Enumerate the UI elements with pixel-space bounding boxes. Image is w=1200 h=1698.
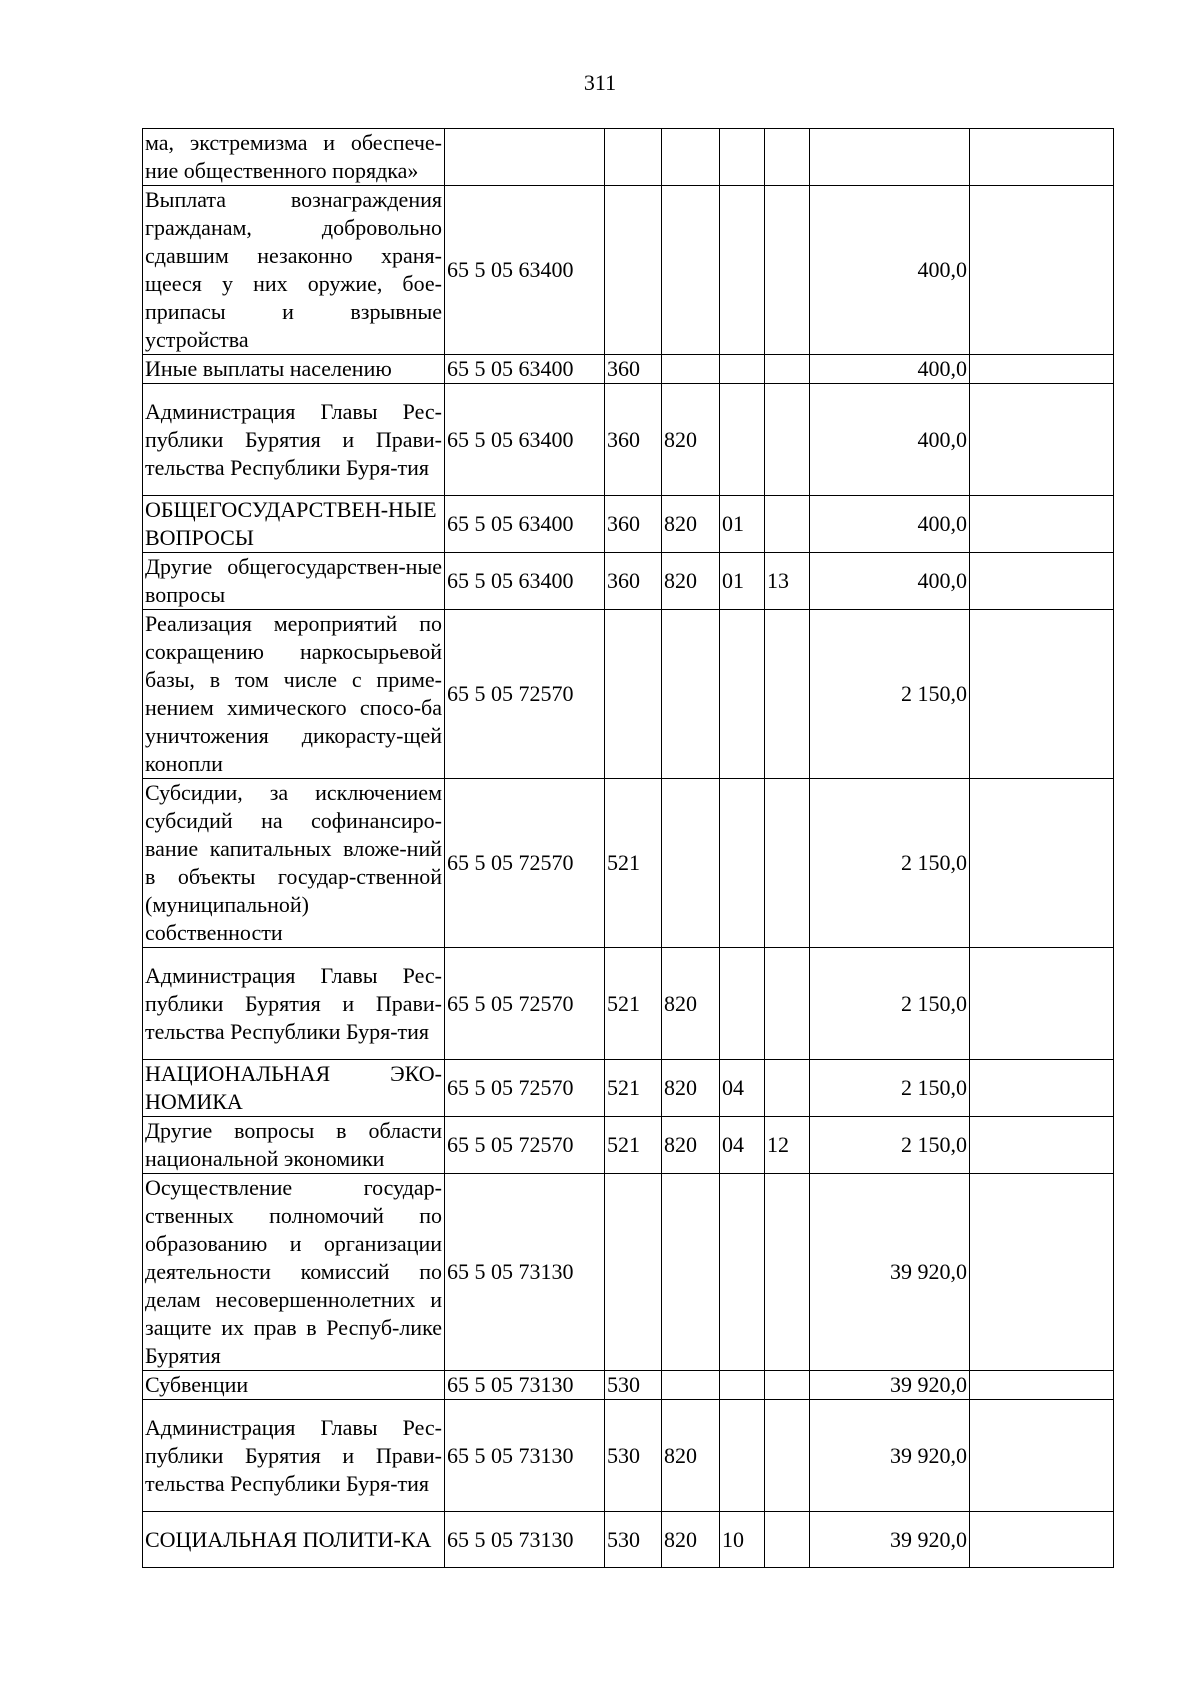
amount-cell xyxy=(810,129,970,186)
section-cell: 04 xyxy=(720,1060,765,1117)
section-cell xyxy=(720,610,765,779)
expense-type-cell: 521 xyxy=(605,1060,662,1117)
extra-empty-cell xyxy=(970,553,1114,610)
subsection-cell xyxy=(765,779,810,948)
expense-type-cell: 530 xyxy=(605,1512,662,1568)
expense-type-cell xyxy=(605,129,662,186)
target-code-cell: 65 5 05 73130 xyxy=(445,1174,605,1371)
target-code-cell: 65 5 05 73130 xyxy=(445,1371,605,1400)
subsection-cell: 12 xyxy=(765,1117,810,1174)
row-name-cell: Осуществление государ-ственных полномочий по образованию и организации деятельности комиссий по делам несовершеннолетних и защите их прав в Респуб-лике Бурятия xyxy=(143,1174,445,1371)
row-name-cell: НАЦИОНАЛЬНАЯ ЭКО-НОМИКА xyxy=(143,1060,445,1117)
row-name-cell: СОЦИАЛЬНАЯ ПОЛИТИ-КА xyxy=(143,1512,445,1568)
subsection-cell xyxy=(765,610,810,779)
amount-cell: 2 150,0 xyxy=(810,1060,970,1117)
row-name-cell: Иные выплаты населению xyxy=(143,355,445,384)
ministry-code-cell: 820 xyxy=(662,1117,720,1174)
extra-empty-cell xyxy=(970,384,1114,496)
section-cell xyxy=(720,1174,765,1371)
table-row xyxy=(143,1512,1114,1568)
ministry-code-cell: 820 xyxy=(662,1060,720,1117)
extra-empty-cell xyxy=(970,129,1114,186)
extra-empty-cell xyxy=(970,779,1114,948)
subsection-cell xyxy=(765,496,810,553)
expense-type-cell xyxy=(605,186,662,355)
row-name-cell: Администрация Главы Рес-публики Бурятия и Прави-тельства Республики Буря-тия xyxy=(143,1400,445,1512)
budget-table xyxy=(142,128,1114,1568)
table-row xyxy=(143,779,1114,948)
section-cell: 04 xyxy=(720,1117,765,1174)
expense-type-cell: 360 xyxy=(605,355,662,384)
ministry-code-cell xyxy=(662,186,720,355)
ministry-code-cell: 820 xyxy=(662,384,720,496)
subsection-cell xyxy=(765,1060,810,1117)
target-code-cell: 65 5 05 63400 xyxy=(445,355,605,384)
amount-cell: 2 150,0 xyxy=(810,779,970,948)
amount-cell: 39 920,0 xyxy=(810,1371,970,1400)
row-name-cell: Другие общегосударствен-ные вопросы xyxy=(143,553,445,610)
page-number: 311 xyxy=(583,70,617,95)
section-cell xyxy=(720,1400,765,1512)
amount-cell: 400,0 xyxy=(810,553,970,610)
target-code-cell: 65 5 05 72570 xyxy=(445,610,605,779)
table-row xyxy=(143,1174,1114,1371)
table-row xyxy=(143,553,1114,610)
section-cell xyxy=(720,186,765,355)
ministry-code-cell: 820 xyxy=(662,553,720,610)
subsection-cell xyxy=(765,355,810,384)
extra-empty-cell xyxy=(970,1060,1114,1117)
amount-cell: 2 150,0 xyxy=(810,1117,970,1174)
ministry-code-cell xyxy=(662,610,720,779)
expense-type-cell: 521 xyxy=(605,779,662,948)
amount-cell: 2 150,0 xyxy=(810,610,970,779)
expense-type-cell xyxy=(605,610,662,779)
row-name-cell: Реализация мероприятий по сокращению наркосырьевой базы, в том числе с приме-нением химического спосо-ба уничтожения дикорасту-щей конопли xyxy=(143,610,445,779)
target-code-cell xyxy=(445,129,605,186)
table-body xyxy=(143,129,1114,1568)
target-code-cell: 65 5 05 73130 xyxy=(445,1400,605,1512)
subsection-cell xyxy=(765,1512,810,1568)
subsection-cell xyxy=(765,1371,810,1400)
target-code-cell: 65 5 05 63400 xyxy=(445,384,605,496)
extra-empty-cell xyxy=(970,610,1114,779)
extra-empty-cell xyxy=(970,1371,1114,1400)
row-name-cell: ОБЩЕГОСУДАРСТВЕН-НЫЕ ВОПРОСЫ xyxy=(143,496,445,553)
expense-type-cell: 530 xyxy=(605,1371,662,1400)
table-row xyxy=(143,496,1114,553)
table-row xyxy=(143,355,1114,384)
table-row xyxy=(143,384,1114,496)
section-cell: 01 xyxy=(720,496,765,553)
target-code-cell: 65 5 05 63400 xyxy=(445,496,605,553)
subsection-cell xyxy=(765,1400,810,1512)
amount-cell: 39 920,0 xyxy=(810,1400,970,1512)
ministry-code-cell: 820 xyxy=(662,496,720,553)
amount-cell: 39 920,0 xyxy=(810,1174,970,1371)
extra-empty-cell xyxy=(970,948,1114,1060)
subsection-cell xyxy=(765,948,810,1060)
extra-empty-cell xyxy=(970,355,1114,384)
extra-empty-cell xyxy=(970,1400,1114,1512)
row-name-cell: ма, экстремизма и обеспече-ние общественного порядка» xyxy=(143,129,445,186)
section-cell xyxy=(720,948,765,1060)
section-cell xyxy=(720,129,765,186)
section-cell xyxy=(720,355,765,384)
ministry-code-cell xyxy=(662,779,720,948)
section-cell: 10 xyxy=(720,1512,765,1568)
expense-type-cell: 360 xyxy=(605,384,662,496)
target-code-cell: 65 5 05 72570 xyxy=(445,948,605,1060)
ministry-code-cell: 820 xyxy=(662,1512,720,1568)
row-name-cell: Другие вопросы в области национальной экономики xyxy=(143,1117,445,1174)
target-code-cell: 65 5 05 63400 xyxy=(445,553,605,610)
ministry-code-cell: 820 xyxy=(662,1400,720,1512)
section-cell xyxy=(720,384,765,496)
target-code-cell: 65 5 05 72570 xyxy=(445,1117,605,1174)
section-cell xyxy=(720,1371,765,1400)
extra-empty-cell xyxy=(970,1174,1114,1371)
ministry-code-cell xyxy=(662,355,720,384)
amount-cell: 400,0 xyxy=(810,355,970,384)
table-row xyxy=(143,948,1114,1060)
extra-empty-cell xyxy=(970,1117,1114,1174)
amount-cell: 400,0 xyxy=(810,496,970,553)
amount-cell: 400,0 xyxy=(810,384,970,496)
target-code-cell: 65 5 05 73130 xyxy=(445,1512,605,1568)
row-name-cell: Выплата вознаграждения гражданам, добровольно сдавшим незаконно храня-щееся у них оружие, бое-припасы и взрывные устройства xyxy=(143,186,445,355)
target-code-cell: 65 5 05 63400 xyxy=(445,186,605,355)
expense-type-cell: 530 xyxy=(605,1400,662,1512)
subsection-cell: 13 xyxy=(765,553,810,610)
amount-cell: 400,0 xyxy=(810,186,970,355)
target-code-cell: 65 5 05 72570 xyxy=(445,1060,605,1117)
ministry-code-cell xyxy=(662,129,720,186)
ministry-code-cell: 820 xyxy=(662,948,720,1060)
table-row xyxy=(143,129,1114,186)
subsection-cell xyxy=(765,129,810,186)
ministry-code-cell xyxy=(662,1371,720,1400)
expense-type-cell: 360 xyxy=(605,496,662,553)
extra-empty-cell xyxy=(970,496,1114,553)
row-name-cell: Субсидии, за исключением субсидий на софинансиро-вание капитальных вложе-ний в объекты государ-ственной (муниципальной) собственности xyxy=(143,779,445,948)
table-row xyxy=(143,186,1114,355)
ministry-code-cell xyxy=(662,1174,720,1371)
extra-empty-cell xyxy=(970,1512,1114,1568)
target-code-cell: 65 5 05 72570 xyxy=(445,779,605,948)
subsection-cell xyxy=(765,1174,810,1371)
extra-empty-cell xyxy=(970,186,1114,355)
expense-type-cell xyxy=(605,1174,662,1371)
amount-cell: 2 150,0 xyxy=(810,948,970,1060)
amount-cell: 39 920,0 xyxy=(810,1512,970,1568)
table-row xyxy=(143,1371,1114,1400)
row-name-cell: Субвенции xyxy=(143,1371,445,1400)
table-row xyxy=(143,1400,1114,1512)
expense-type-cell: 521 xyxy=(605,948,662,1060)
table-row xyxy=(143,610,1114,779)
table-row xyxy=(143,1060,1114,1117)
subsection-cell xyxy=(765,384,810,496)
row-name-cell: Администрация Главы Рес-публики Бурятия и Прави-тельства Республики Буря-тия xyxy=(143,384,445,496)
table-row xyxy=(143,1117,1114,1174)
subsection-cell xyxy=(765,186,810,355)
section-cell: 01 xyxy=(720,553,765,610)
row-name-cell: Администрация Главы Рес-публики Бурятия и Прави-тельства Республики Буря-тия xyxy=(143,948,445,1060)
section-cell xyxy=(720,779,765,948)
expense-type-cell: 521 xyxy=(605,1117,662,1174)
expense-type-cell: 360 xyxy=(605,553,662,610)
